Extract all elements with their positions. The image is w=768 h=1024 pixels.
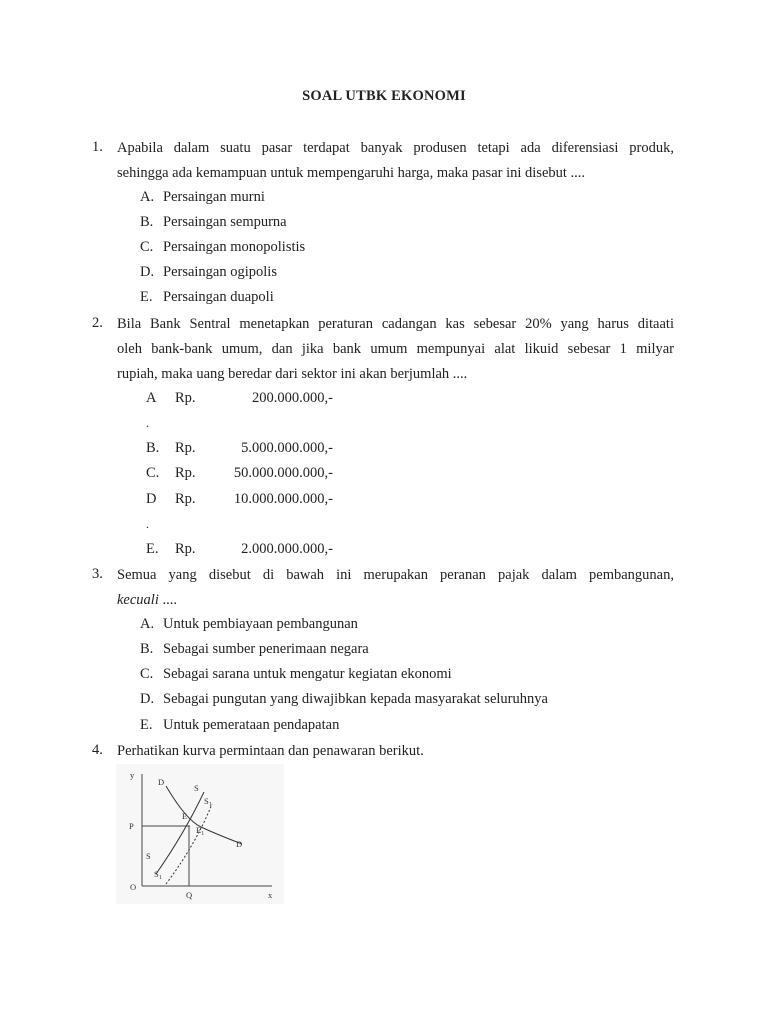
origin-label: O [130, 882, 137, 892]
price-label: P [129, 821, 134, 831]
option-letter: A. [140, 616, 155, 632]
equilibrium1-letter: E [196, 825, 202, 835]
option-text: Sebagai sumber penerimaan negara [163, 641, 369, 657]
option-text: Persaingan sempurna [163, 214, 287, 230]
option-amount: 50.000.000.000,- [233, 465, 333, 481]
option-letter: B. [146, 440, 160, 456]
option-letter-dot: . [146, 517, 149, 531]
page-title: SOAL UTBK EKONOMI [302, 88, 466, 104]
option-letter: D [146, 491, 157, 507]
supply1-subscript: 1 [158, 875, 162, 881]
option-letter: E. [146, 541, 159, 557]
option-currency: Rp. [175, 541, 196, 557]
option-currency: Rp. [175, 491, 196, 507]
option-letter: B. [140, 641, 154, 657]
question-text-line: Apabila dalam suatu pasar terdapat banyak produsen tetapi ada diferensiasi produk, [117, 140, 674, 156]
supply-demand-graph [116, 764, 284, 904]
option-text: Persaingan murni [163, 189, 265, 205]
option-text: Persaingan duapoli [163, 289, 274, 305]
question-text-line: oleh bank-bank umum, dan jika bank umum mempunyai alat likuid sebesar 1 milyar [117, 341, 674, 357]
question-text-line: sehingga ada kemampuan untuk mempengaruhi harga, maka pasar ini disebut .... [117, 165, 586, 181]
emphasis-text: kecuali [117, 592, 159, 608]
option-amount: 10.000.000.000,- [233, 491, 333, 507]
option-text: Sebagai sarana untuk mengatur kegiatan ekonomi [163, 666, 452, 682]
supply1-subscript: 1 [208, 802, 212, 808]
option-letter: A. [140, 189, 155, 205]
option-letter: A [146, 390, 157, 406]
equilibrium1-subscript: 1 [201, 831, 205, 837]
question-text-line: rupiah, maka uang beredar dari sektor ini akan berjumlah .... [117, 366, 468, 382]
option-currency: Rp. [175, 390, 196, 406]
question-text-line: Bila Bank Sentral menetapkan peraturan cadangan kas sebesar 20% yang harus ditaati [117, 316, 674, 332]
option-currency: Rp. [175, 440, 196, 456]
question-number: 4. [92, 742, 103, 758]
question-number: 3. [92, 566, 103, 582]
option-amount: 200.000.000,- [252, 390, 333, 406]
y-axis-label: y [130, 770, 135, 780]
option-amount: 2.000.000.000,- [241, 541, 333, 557]
option-letter: D. [140, 691, 155, 707]
option-text: Untuk pemerataan pendapatan [163, 717, 340, 733]
option-letter: E. [140, 717, 153, 733]
supply-label-bottom: S [146, 851, 151, 861]
x-axis-label: x [268, 890, 273, 900]
question-text-rest: .... [158, 592, 177, 608]
demand-label-top: D [158, 777, 165, 787]
option-letter-dot: . [146, 416, 149, 430]
question-number: 1. [92, 139, 103, 155]
quantity-label: Q [186, 890, 193, 900]
option-text: Sebagai pungutan yang diwajibkan kepada masyarakat seluruhnya [163, 691, 548, 707]
option-letter: B. [140, 214, 154, 230]
option-letter: C. [146, 465, 160, 481]
question-text-line [117, 591, 674, 610]
equilibrium-label: E [182, 811, 188, 821]
option-text: Persaingan monopolistis [163, 239, 306, 255]
option-currency: Rp. [175, 465, 196, 481]
demand-label-bottom: D [236, 839, 243, 849]
option-letter: E. [140, 289, 153, 305]
supply-label-top: S [194, 783, 199, 793]
option-text: Persaingan ogipolis [163, 264, 277, 280]
question-number: 2. [92, 315, 103, 331]
supply1-letter: S [154, 869, 159, 879]
option-letter: D. [140, 264, 155, 280]
question-text-line: Perhatikan kurva permintaan dan penawaran berikut. [117, 743, 424, 759]
option-text: Untuk pembiayaan pembangunan [163, 616, 358, 632]
supply1-letter: S [204, 796, 209, 806]
option-letter: C. [140, 239, 154, 255]
option-letter: C. [140, 666, 154, 682]
option-amount: 5.000.000.000,- [241, 440, 333, 456]
question-text-line: Semua yang disebut di bawah ini merupakan peranan pajak dalam pembangunan, [117, 567, 674, 583]
